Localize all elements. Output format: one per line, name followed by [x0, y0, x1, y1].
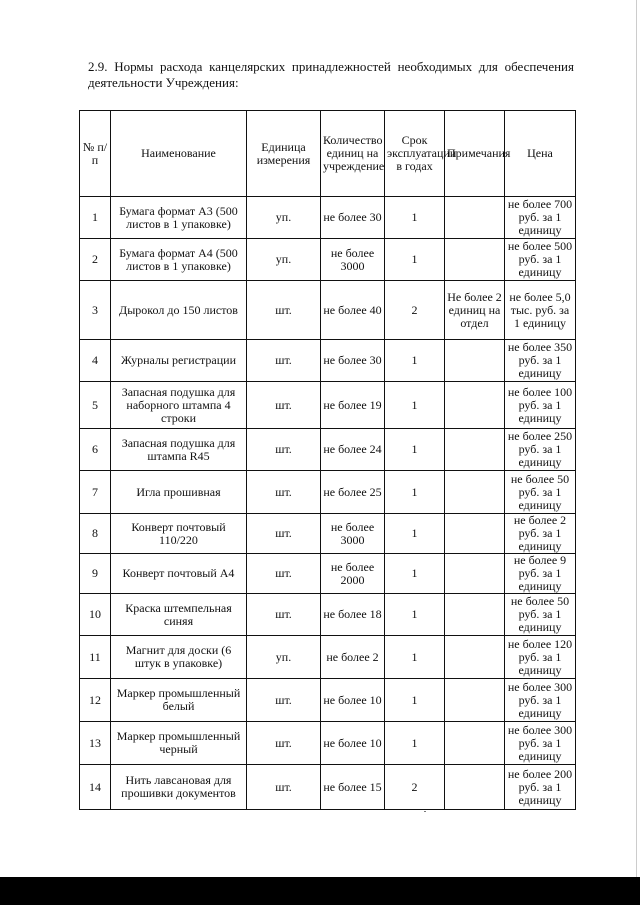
- cell-unit: шт.: [247, 679, 321, 722]
- cell-note: [445, 429, 505, 471]
- cell-note: [445, 382, 505, 429]
- cell-unit: шт.: [247, 281, 321, 340]
- scan-speck: [424, 811, 426, 812]
- section-intro: [88, 59, 574, 91]
- cell-term: 1: [385, 679, 445, 722]
- cell-qty: не более 3000: [321, 239, 385, 281]
- cell-qty: не более 3000: [321, 514, 385, 554]
- table-row: [80, 765, 576, 810]
- cell-name: Запасная подушка для штампа R45: [111, 429, 247, 471]
- cell-num: 10: [80, 594, 111, 636]
- cell-num: 3: [80, 281, 111, 340]
- header-name: Наименование: [111, 111, 247, 197]
- cell-num: 14: [80, 765, 111, 810]
- cell-term: 1: [385, 554, 445, 594]
- cell-term: 1: [385, 197, 445, 239]
- header-note: Примечания: [445, 111, 505, 197]
- cell-num: 12: [80, 679, 111, 722]
- cell-note: [445, 554, 505, 594]
- cell-unit: шт.: [247, 514, 321, 554]
- cell-num: 1: [80, 197, 111, 239]
- cell-name: Игла прошивная: [111, 471, 247, 514]
- cell-num: 8: [80, 514, 111, 554]
- table-row: [80, 429, 576, 471]
- cell-unit: уп.: [247, 239, 321, 281]
- cell-unit: шт.: [247, 471, 321, 514]
- cell-name: Магнит для доски (6 штук в упаковке): [111, 636, 247, 679]
- cell-price: не более 300 руб. за 1 единицу: [505, 679, 576, 722]
- cell-price: не более 2 руб. за 1 единицу: [505, 514, 576, 554]
- cell-unit: уп.: [247, 197, 321, 239]
- cell-note: [445, 340, 505, 382]
- cell-unit: уп.: [247, 636, 321, 679]
- table-row: [80, 514, 576, 554]
- scan-edge-line: [636, 0, 637, 877]
- table-row: [80, 281, 576, 340]
- cell-term: 1: [385, 594, 445, 636]
- cell-price: не более 100 руб. за 1 единицу: [505, 382, 576, 429]
- intro-line-2: деятельности Учреждения:: [88, 75, 239, 90]
- cell-note: [445, 594, 505, 636]
- cell-term: 1: [385, 429, 445, 471]
- cell-qty: не более 10: [321, 679, 385, 722]
- cell-note: [445, 239, 505, 281]
- cell-term: 1: [385, 340, 445, 382]
- cell-note: [445, 636, 505, 679]
- cell-qty: не более 25: [321, 471, 385, 514]
- cell-price: не более 700 руб. за 1 единицу: [505, 197, 576, 239]
- cell-num: 2: [80, 239, 111, 281]
- cell-unit: шт.: [247, 382, 321, 429]
- cell-qty: не более 15: [321, 765, 385, 810]
- intro-line-1: 2.9. Нормы расхода канцелярских принадлежностей необходимых для обеспечения: [88, 59, 574, 74]
- table-row: [80, 554, 576, 594]
- table-row: [80, 594, 576, 636]
- cell-name: Конверт почтовый 110/220: [111, 514, 247, 554]
- cell-unit: шт.: [247, 765, 321, 810]
- cell-unit: шт.: [247, 594, 321, 636]
- table-row: [80, 636, 576, 679]
- cell-name: Дырокол до 150 листов: [111, 281, 247, 340]
- cell-term: 1: [385, 514, 445, 554]
- cell-qty: не более 10: [321, 722, 385, 765]
- cell-name: Краска штемпельная синяя: [111, 594, 247, 636]
- cell-price: не более 50 руб. за 1 единицу: [505, 594, 576, 636]
- cell-name: Конверт почтовый А4: [111, 554, 247, 594]
- cell-price: не более 250 руб. за 1 единицу: [505, 429, 576, 471]
- cell-note: [445, 514, 505, 554]
- table-row: [80, 471, 576, 514]
- cell-qty: не более 2000: [321, 554, 385, 594]
- cell-price: не более 120 руб. за 1 единицу: [505, 636, 576, 679]
- cell-note: Не более 2 единиц на отдел: [445, 281, 505, 340]
- cell-note: [445, 679, 505, 722]
- cell-price: не более 5,0 тыс. руб. за 1 единицу: [505, 281, 576, 340]
- cell-unit: шт.: [247, 722, 321, 765]
- table-row: [80, 239, 576, 281]
- cell-num: 13: [80, 722, 111, 765]
- cell-qty: не более 2: [321, 636, 385, 679]
- cell-unit: шт.: [247, 554, 321, 594]
- supplies-norms-table: [79, 110, 576, 810]
- table-row: [80, 340, 576, 382]
- cell-qty: не более 18: [321, 594, 385, 636]
- cell-name: Нить лавсановая для прошивки документов: [111, 765, 247, 810]
- cell-qty: не более 24: [321, 429, 385, 471]
- cell-num: 4: [80, 340, 111, 382]
- header-price: Цена: [505, 111, 576, 197]
- cell-term: 1: [385, 722, 445, 765]
- cell-price: не более 200 руб. за 1 единицу: [505, 765, 576, 810]
- cell-qty: не более 40: [321, 281, 385, 340]
- table-row: [80, 679, 576, 722]
- cell-unit: шт.: [247, 340, 321, 382]
- header-num: № п/п: [80, 111, 111, 197]
- cell-price: не более 350 руб. за 1 единицу: [505, 340, 576, 382]
- cell-num: 9: [80, 554, 111, 594]
- table-row: [80, 382, 576, 429]
- cell-unit: шт.: [247, 429, 321, 471]
- cell-name: Маркер промышленный белый: [111, 679, 247, 722]
- cell-name: Бумага формат А4 (500 листов в 1 упаковке): [111, 239, 247, 281]
- table-header-row: [80, 111, 576, 197]
- cell-term: 2: [385, 281, 445, 340]
- cell-note: [445, 722, 505, 765]
- cell-num: 7: [80, 471, 111, 514]
- cell-price: не более 50 руб. за 1 единицу: [505, 471, 576, 514]
- cell-name: Маркер промышленный черный: [111, 722, 247, 765]
- cell-num: 6: [80, 429, 111, 471]
- header-qty: Количество единиц на учреждение: [321, 111, 385, 197]
- header-unit: Единица измерения: [247, 111, 321, 197]
- cell-note: [445, 765, 505, 810]
- cell-term: 1: [385, 382, 445, 429]
- cell-qty: не более 30: [321, 197, 385, 239]
- cell-name: Журналы регистрации: [111, 340, 247, 382]
- cell-num: 5: [80, 382, 111, 429]
- cell-name: Бумага формат А3 (500 листов в 1 упаковке): [111, 197, 247, 239]
- cell-term: 1: [385, 239, 445, 281]
- cell-note: [445, 471, 505, 514]
- cell-num: 11: [80, 636, 111, 679]
- cell-term: 1: [385, 636, 445, 679]
- cell-note: [445, 197, 505, 239]
- table-row: [80, 722, 576, 765]
- cell-price: не более 500 руб. за 1 единицу: [505, 239, 576, 281]
- cell-name: Запасная подушка для наборного штампа 4 строки: [111, 382, 247, 429]
- scan-bottom-border: [0, 877, 640, 905]
- cell-term: 2: [385, 765, 445, 810]
- cell-term: 1: [385, 471, 445, 514]
- table-row: [80, 197, 576, 239]
- header-term: Срок эксплуатации в годах: [385, 111, 445, 197]
- cell-price: не более 9 руб. за 1 единицу: [505, 554, 576, 594]
- cell-qty: не более 19: [321, 382, 385, 429]
- cell-price: не более 300 руб. за 1 единицу: [505, 722, 576, 765]
- cell-qty: не более 30: [321, 340, 385, 382]
